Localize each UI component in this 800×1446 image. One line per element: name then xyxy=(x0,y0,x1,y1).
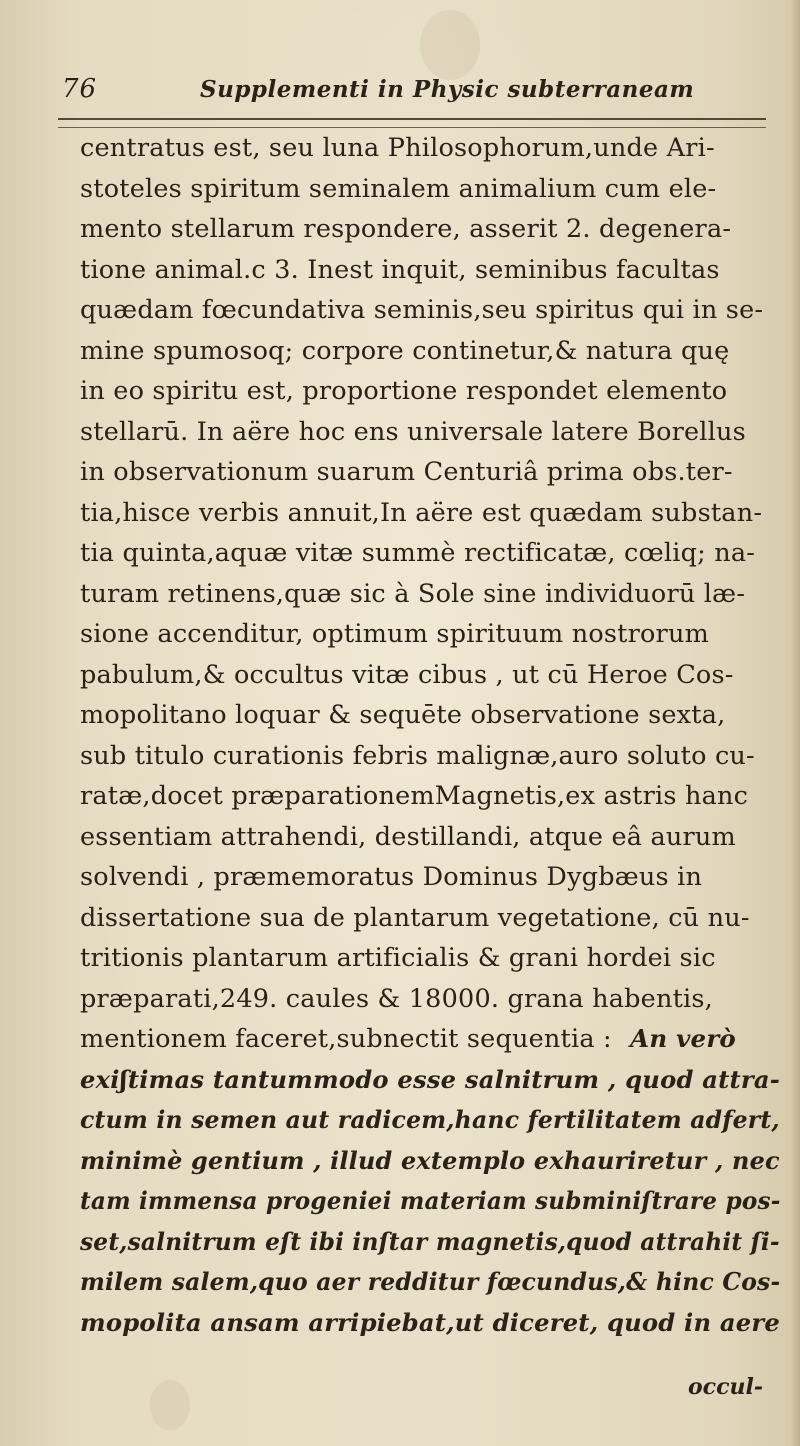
text-line: mentionem faceret,subnectit sequentia : xyxy=(80,1024,612,1054)
text-line: sione accenditur, optimum spirituum nostrorum xyxy=(80,619,709,649)
text-line: tia quinta,aquæ vitæ summè rectificatæ, cœliq; na- xyxy=(80,538,756,568)
text-line: centratus est, seu luna Philosophorum,unde Ari- xyxy=(80,133,715,163)
text-line: sub titulo curationis febris malignæ,auro soluto cu- xyxy=(80,740,755,771)
text-line: dissertatione sua de plantarum vegetatione, cū nu- xyxy=(80,902,750,933)
page-edge-shadow xyxy=(790,0,800,1446)
text-line: in observationum suarum Centuriâ prima obs.ter- xyxy=(80,457,733,487)
italic-text-line: minimè gentium , illud extemplo exhauriretur , nec xyxy=(80,1145,780,1175)
page-header xyxy=(60,70,760,118)
italic-text-line: tam immensa progeniei materiam subminiſtrare pos- xyxy=(80,1186,781,1215)
text-line-with-quote-start xyxy=(80,1019,784,1060)
text-line: stellarū. In aëre hoc ens universale latere Borellus xyxy=(80,416,746,447)
text-line: mine spumosoq; corpore continetur,& natura quę xyxy=(80,335,730,366)
text-line: tritionis plantarum artificialis & grani hordei sic xyxy=(80,943,716,973)
italic-text-line: exiʃtimas tantummodo esse salnitrum , quod attra- xyxy=(80,1064,781,1094)
text-line: ratæ,docet præparationemMagnetis,ex astris hanc xyxy=(80,781,749,811)
header-rule xyxy=(58,118,766,128)
text-line: stoteles spiritum seminalem animalium cum ele- xyxy=(80,173,717,204)
text-line: tione animal.c 3. Inest inquit, seminibus facultas xyxy=(80,254,720,285)
text-line: turam retinens,quæ sic à Sole sine individuorū læ- xyxy=(80,578,746,609)
page-number: 76 xyxy=(62,74,98,104)
italic-text-line: ctum in semen aut radicem,hanc fertilitatem adfert, xyxy=(80,1105,780,1134)
running-head: Supplementi in Physic subterraneam xyxy=(200,76,695,103)
text-line: quædam fœcundativa seminis,seu spiritus qui in se- xyxy=(80,295,764,325)
text-line: præparati,249. caules & 18000. grana habentis, xyxy=(80,983,713,1014)
text-line: in eo spiritu est, proportione respondet elemento xyxy=(80,376,728,406)
italic-text-line: set,salnitrum eſt ibi inſtar magnetis,quod attrahit ſi- xyxy=(80,1226,780,1256)
text-line: pabulum,& occultus vitæ cibus , ut cū Heroe Cos- xyxy=(80,659,734,690)
text-line: solvendi , præmemoratus Dominus Dygbæus in xyxy=(80,862,703,892)
text-line: mopolitano loquar & sequēte observatione sexta, xyxy=(80,700,726,730)
catchword: occul- xyxy=(688,1374,763,1400)
italic-text-line: milem salem,quo aer redditur fœcundus,& hinc Cos- xyxy=(80,1267,781,1296)
italic-quote-start: An verò xyxy=(630,1024,736,1053)
text-line: tia,hisce verbis annuit,In aëre est quædam substan- xyxy=(80,497,763,528)
italic-text-line: mopolita ansam arripiebat,ut diceret, quod in aere xyxy=(80,1307,781,1337)
text-line: essentiam attrahendi, destillandi, atque eâ aurum xyxy=(80,821,736,852)
paper-stain xyxy=(150,1380,190,1430)
text-line: mento stellarum respondere, asserit 2. degenera- xyxy=(80,214,732,244)
body-text xyxy=(80,128,784,1343)
